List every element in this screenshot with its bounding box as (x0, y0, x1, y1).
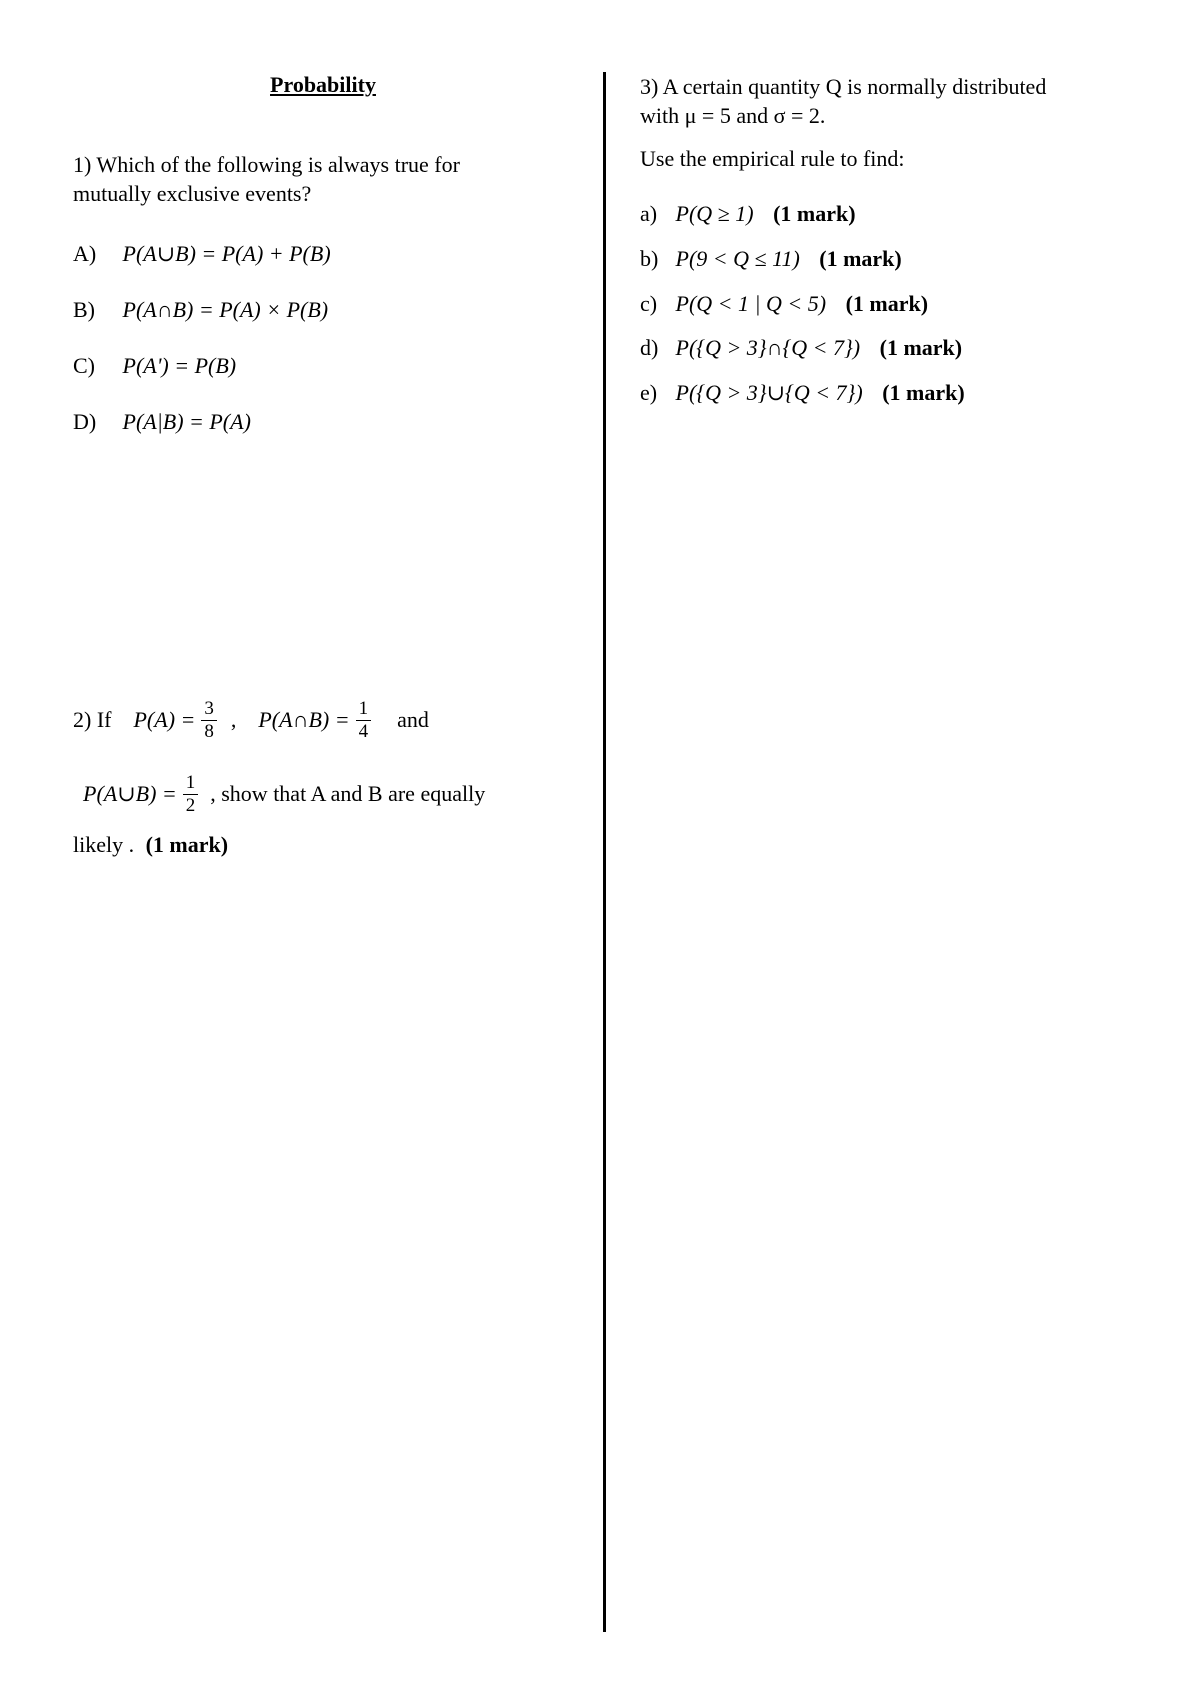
fraction-denominator: 4 (358, 720, 369, 742)
option-label: B) (73, 297, 95, 322)
part-mark: (1 mark) (819, 246, 902, 271)
question-1-text: 1) Which of the following is always true for mutually exclusive events? (73, 152, 460, 206)
part-label: d) (640, 335, 659, 360)
question-2-line-1 (73, 692, 573, 748)
option-label: C) (73, 353, 95, 378)
option-d (73, 406, 251, 438)
option-expression: P(A∩B) = P(A) × P(B) (122, 297, 329, 322)
option-a (73, 238, 331, 270)
fraction-numerator: 1 (356, 698, 372, 721)
q2-comma: , (230, 707, 237, 732)
q3-line-2: with μ = 5 and σ = 2. (640, 103, 826, 128)
part-expression: P(Q ≥ 1) (675, 201, 754, 226)
question-2-line-2 (73, 766, 573, 822)
q2-pab: P(A∩B) = (258, 707, 350, 732)
page-title: Probability (270, 72, 376, 97)
q2-paub-fraction (183, 772, 199, 817)
part-expression: P(Q < 1 | Q < 5) (675, 291, 827, 316)
question-2-line-3 (73, 832, 573, 858)
part-expression: P(9 < Q ≤ 11) (675, 246, 800, 271)
option-b (73, 294, 328, 326)
option-expression: P(A') = P(B) (122, 353, 237, 378)
q3-part-b (640, 243, 902, 275)
q2-pab-fraction (356, 698, 372, 743)
q2-pa: P(A) = (133, 707, 196, 732)
option-expression: P(A|B) = P(A) (122, 409, 251, 434)
q2-show-text: , show that A and B are equally (210, 781, 486, 806)
q3-part-e (640, 377, 965, 409)
q2-mark: (1 mark) (145, 832, 229, 857)
part-expression: P({Q > 3}∪{Q < 7}) (675, 380, 863, 405)
part-expression: P({Q > 3}∩{Q < 7}) (675, 335, 861, 360)
part-mark: (1 mark) (773, 201, 856, 226)
question-2 (73, 692, 573, 858)
question-3-text (640, 72, 1160, 173)
q2-prefix: 2) If (73, 707, 112, 732)
q3-part-a (640, 198, 856, 230)
fraction-numerator: 1 (183, 772, 199, 795)
part-mark: (1 mark) (845, 291, 929, 316)
option-label: D) (73, 409, 97, 434)
part-label: e) (640, 380, 658, 405)
q2-likely: likely . (73, 832, 135, 857)
part-label: a) (640, 201, 658, 226)
option-label: A) (73, 241, 97, 266)
part-mark: (1 mark) (879, 335, 963, 360)
q3-instruction: Use the empirical rule to find: (640, 146, 905, 171)
option-expression: P(A∪B) = P(A) + P(B) (122, 241, 331, 266)
fraction-numerator: 3 (201, 698, 217, 721)
part-label: b) (640, 246, 659, 271)
fraction-denominator: 2 (185, 794, 196, 816)
q2-pa-fraction (201, 698, 217, 743)
column-divider (603, 72, 606, 1632)
fraction-denominator: 8 (204, 720, 214, 742)
q2-and: and (397, 707, 429, 732)
part-mark: (1 mark) (882, 380, 965, 405)
option-c (73, 350, 236, 382)
part-label: c) (640, 291, 658, 316)
q3-part-d (640, 332, 962, 364)
q2-paub: P(A∪B) = (83, 781, 177, 806)
q3-line-1: 3) A certain quantity Q is normally distributed (640, 74, 1047, 99)
q3-part-c (640, 288, 928, 320)
